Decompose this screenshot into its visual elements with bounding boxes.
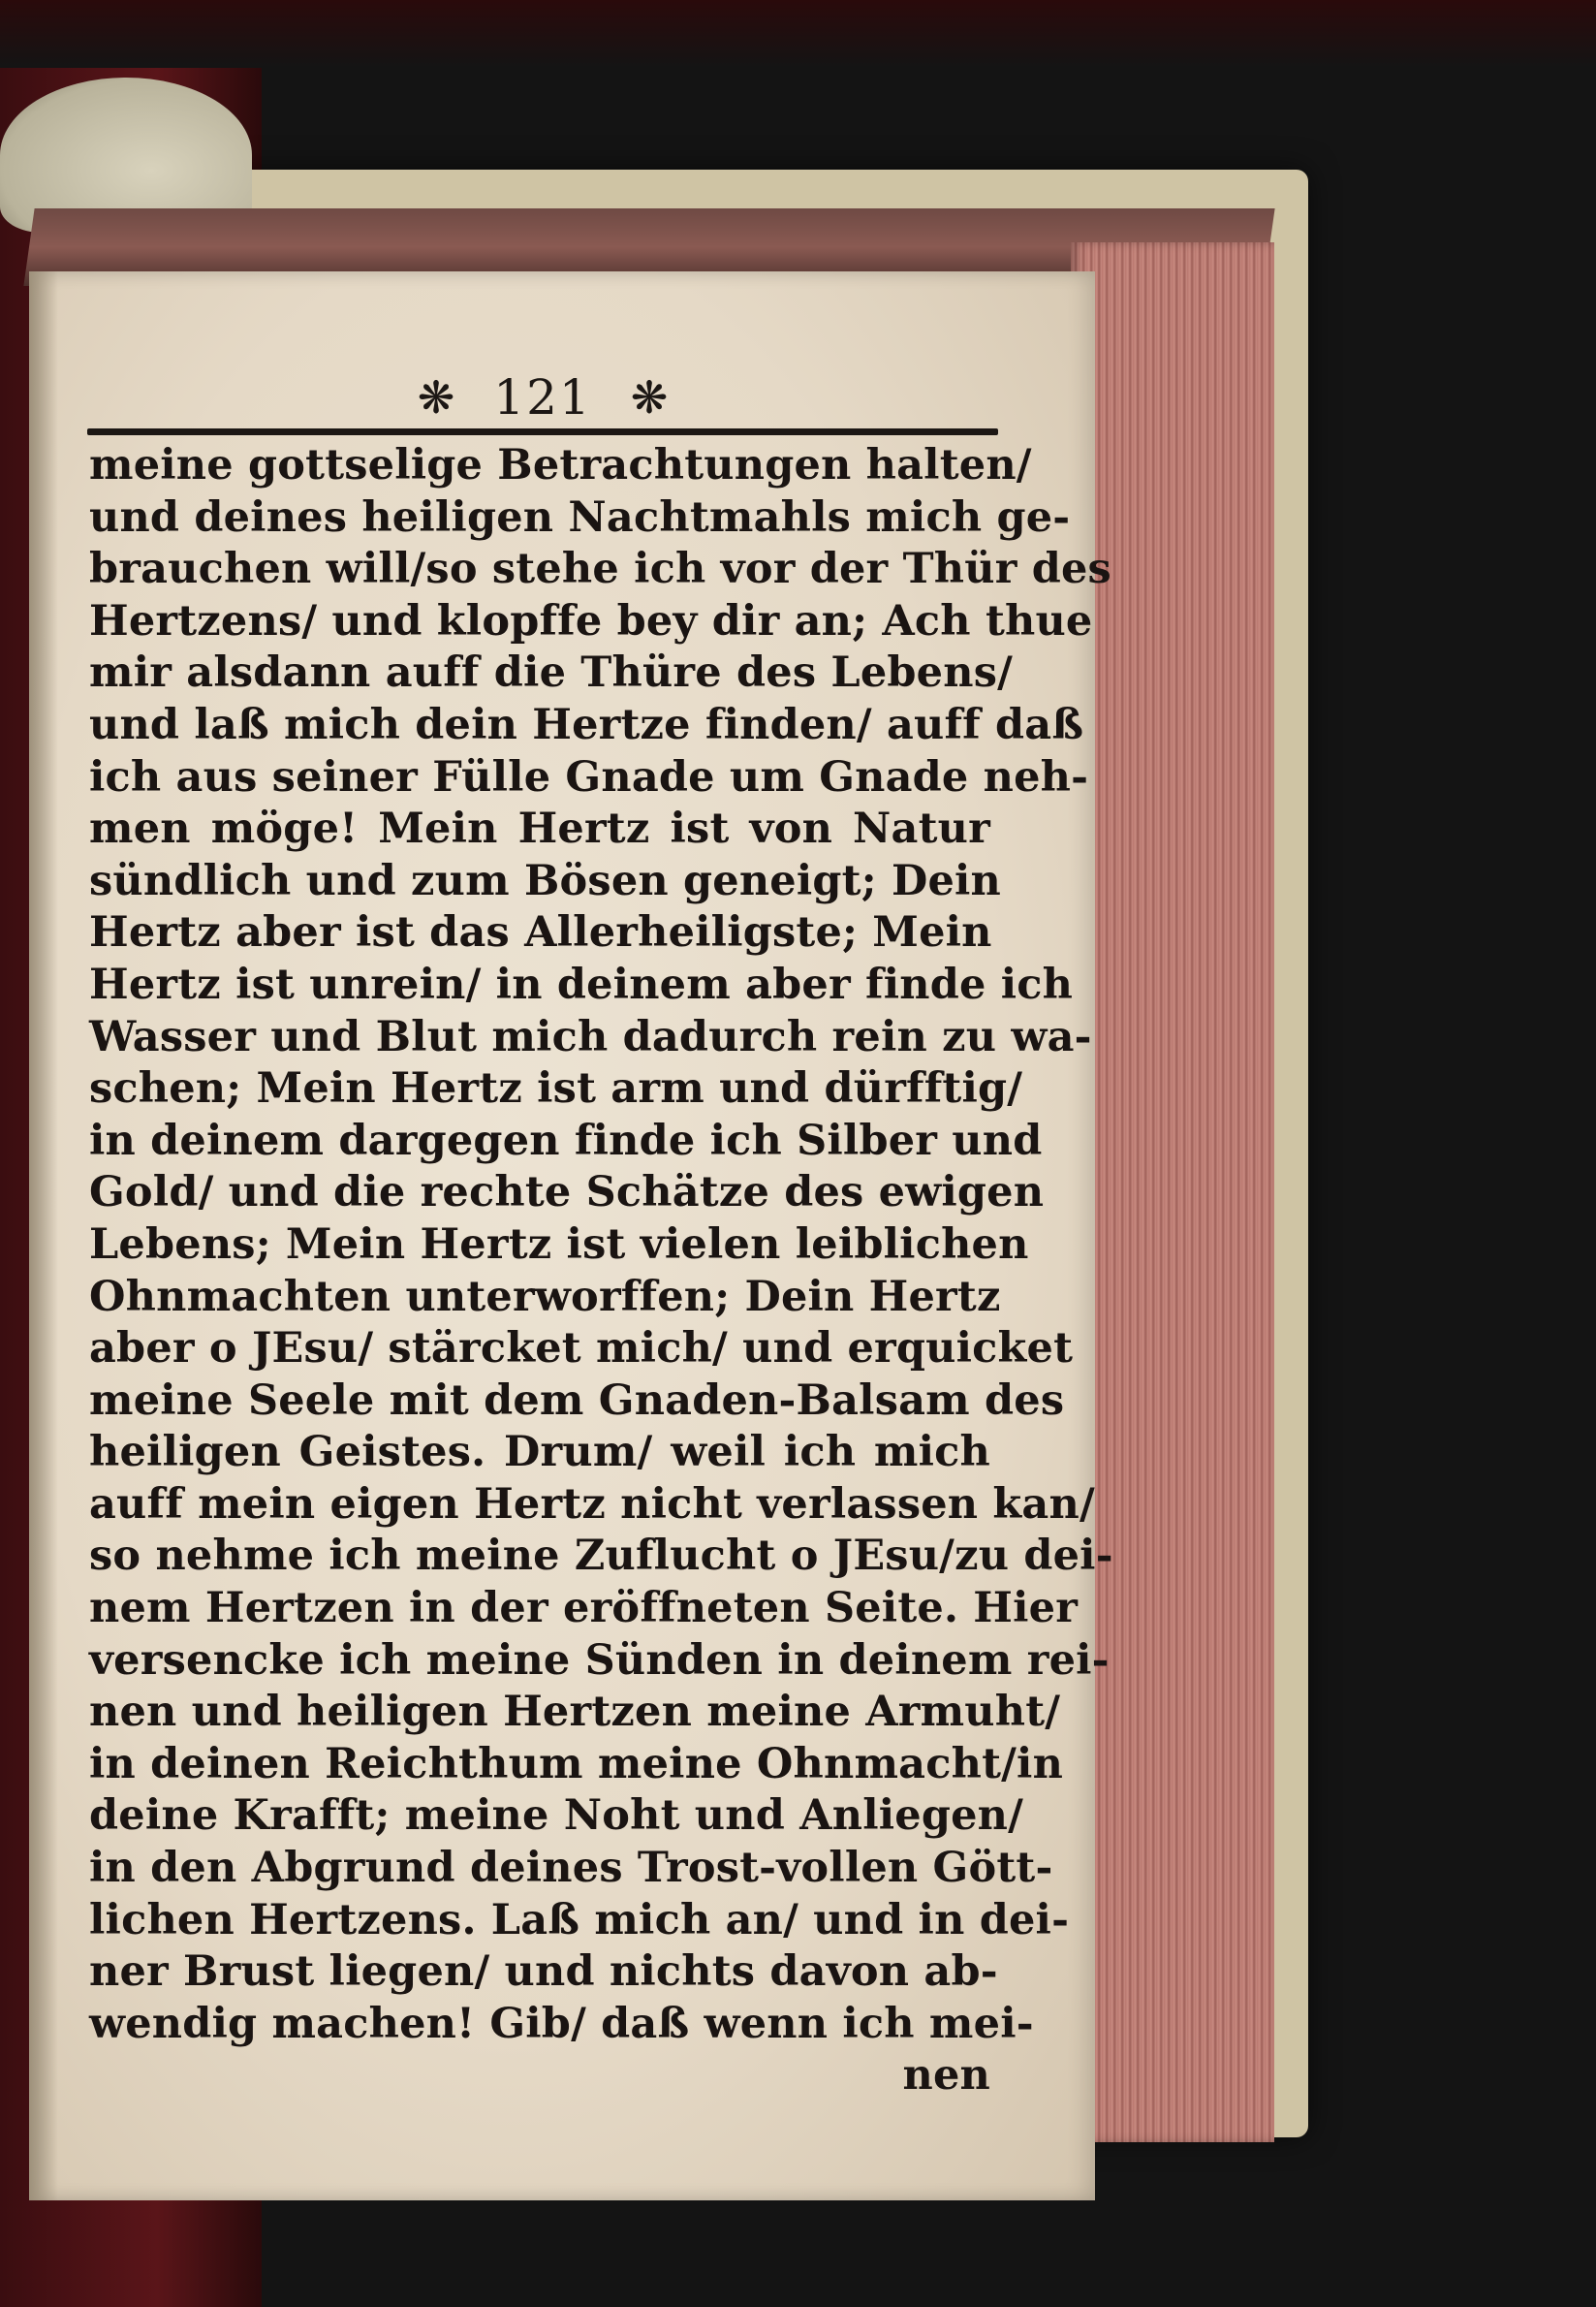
text-line: wendig machen! Gib/ daß wenn ich mei- [89,1999,1034,2048]
text-line: Hertz aber ist das Allerheiligste; Mein [89,908,992,958]
text-line: Lebens; Mein Hertz ist vielen leiblichen [89,1219,1029,1269]
text-line: und deines heiligen Nachtmahls mich ge- [89,492,1071,542]
text-line: Hertzens/ und klopffe bey dir an; Ach thue [89,596,1093,646]
text-line: Wasser und Blut mich dadurch rein zu wa- [89,1012,1092,1061]
text-line: in den Abgrund deines Trost-vollen Gött- [89,1844,1053,1893]
text-line: heiligen Geistes. Drum/ weil ich mich [89,1428,990,1477]
text-line: men möge! Mein Hertz ist von Natur [89,805,990,854]
text-line: und laß mich dein Hertze finden/ auff daß [89,700,1084,749]
text-line: Hertz ist unrein/ in deinem aber finde ich [89,960,1074,1009]
text-line: nem Hertzen in der eröffneten Seite. Hier [89,1584,1079,1633]
text-line: mir alsdann auff die Thüre des Lebens/ [89,648,1014,698]
text-line: ner Brust liegen/ und nichts davon ab- [89,1947,998,1997]
text-line: auff mein eigen Hertz nicht verlassen kan/ [89,1479,1095,1529]
ornament-left-icon: ❋ [417,371,455,424]
catchword: nen [902,2051,990,2101]
page-header [87,368,998,427]
text-line: Gold/ und die rechte Schätze des ewigen [89,1168,1045,1217]
body-text [89,440,1113,2102]
text-line: schen; Mein Hertz ist arm und dürfftig/ [89,1064,1023,1114]
page-gutter [29,271,58,2200]
text-line: sündlich und zum Bösen geneigt; Dein [89,856,1002,905]
text-line: lichen Hertzens. Laß mich an/ und in dei- [89,1895,1070,1944]
text-line: meine Seele mit dem Gnaden-Balsam des [89,1375,1065,1425]
text-line: deine Krafft; meine Noht und Anliegen/ [89,1791,1024,1841]
page-number: 121 [493,369,592,426]
text-line: in deinem dargegen finde ich Silber und [89,1116,1043,1165]
text-line: brauchen will/so stehe ich vor der Thür des [89,545,1111,594]
text-line: Ohnmachten unterworffen; Dein Hertz [89,1272,1001,1321]
text-line: nen und heiligen Hertzen meine Armuht/ [89,1688,1061,1737]
page-block-fore-edge [1071,242,1274,2142]
backdrop-top [0,0,1596,68]
text-line: in deinen Reichthum meine Ohnmacht/in [89,1739,1064,1788]
header-rule [87,428,998,435]
text-line: meine gottselige Betrachtungen halten/ [89,441,1032,490]
ornament-right-icon: ❋ [630,371,669,424]
book-page [29,271,1113,2200]
text-line: ich aus seiner Fülle Gnade um Gnade neh- [89,752,1089,802]
text-line: so nehme ich meine Zuflucht o JEsu/zu dei- [89,1532,1113,1581]
text-line: versencke ich meine Sünden in deinem rei- [89,1635,1110,1685]
text-line: aber o JEsu/ stärcket mich/ und erquicket [89,1324,1074,1374]
